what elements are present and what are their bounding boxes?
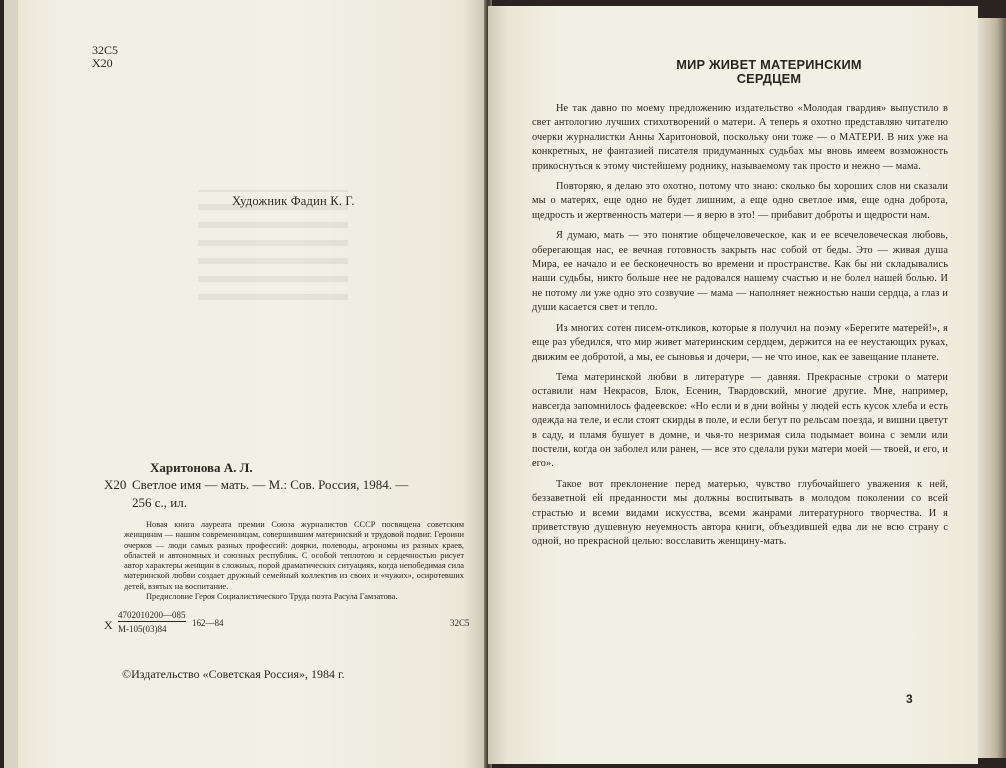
right-page: [488, 6, 978, 764]
book-abstract: [124, 520, 464, 602]
left-page: [4, 0, 486, 768]
bibliographic-line: 256 с., ил.: [132, 495, 187, 510]
index-order: 162—84: [192, 618, 224, 628]
artist-credit: Художник Фадин К. Г.: [232, 194, 355, 208]
abstract-text: Новая книга лауреата премии Союза журналистов СССР посвящена советским женщинам — нашим современницам, совершившим материнский и трудовой подвиг. Героини очерков — люди самых разных профессий: доярки, полеводы, агрономы из разных краев, областей и автономных и союзных республик. С особой теплотою и сердечностью рисует автор характеры женщин в сложных, порой драматических ситуациях, когда непобедимая сила материнской любви создает дружный семейный коллектив из своих и «чужих», осиротевших детей, взятых на воспитание.: [124, 520, 464, 591]
author-name: Харитонова А. Л.: [150, 460, 253, 475]
paragraph: Я думаю, мать — это понятие общечеловеческое, как и ее всечеловеческая любовь, оберегающая нас, ее вечная готовность закрыть нас собой от беды. Это — живая душа Мира, ее начало и ее бесконечность во времени и пространстве. Как бы ни складывались наши судьбы, никто больше нее не радовался нашему счастью и не болел нашей болью. И не потому ли уже одно это созвучие — мама — наполняет нежностью наши сердца, а глаз и души касается свет и тепло.: [532, 230, 948, 314]
page-number: 3: [906, 692, 913, 706]
paragraph: Не так давно по моему предложению издательство «Молодая гвардия» выпустило в свет антологию лучших стихотворений о матери. А теперь я охотно представляю читателю очерки журналистки Анны Харитоновой, поскольку они тоже — о МАТЕРИ. В них уже на конкретных, не фантазией писателя придуманных судьбах мы вновь имеем возможность прикоснуться к этому чистейшему роднику, называемому так просто и нежно — мама.: [532, 103, 948, 172]
classification-code: [92, 44, 118, 70]
body-text: [532, 102, 948, 556]
index-class: 32С5: [450, 618, 470, 628]
paragraph: Тема материнской любви в литературе — давняя. Прекрасные строки о матери оставили нам Некрасов, Блок, Есенин, Твардовский, многие другие. Мне, например, навсегда запомнилось фадеевское: «Но если и в дни войны у людей есть кусок хлеба и есть одежда на теле, и если стоят скирды в поле, и если бегут по рельсам поезда, и вишни цветут в саду, и пламя бушует в домне, и чья-то незримая сила подымает воина с земли или постели, когда он заболел или ранен, — все это сделали руки матери моей — твоей, и его, и его».: [532, 371, 948, 470]
bibliographic-line: Светлое имя — мать. — М.: Сов. Россия, 1984. —: [132, 477, 409, 492]
publisher-copyright: ©Издательство «Советская Россия», 1984 г.: [122, 667, 345, 681]
code-line: 32С5: [92, 43, 119, 57]
catalog-class-code: Х20: [104, 477, 127, 492]
paragraph: Из многих сотен писем-откликов, которые я получил на поэму «Берегите матерей!», я еще раз убедился, что мир живет материнским сердцем, держится на ее неустающих руках, движим ее добротой, а мы, ее сыновья и дочери, — не что иное, как ее завещание планете.: [532, 322, 948, 363]
index-numerator: 4702010200—085: [118, 610, 186, 620]
code-line: Х20: [92, 56, 113, 70]
index-x: Х: [104, 618, 113, 632]
page-heading: МИР ЖИВЕТ МАТЕРИНСКИМ СЕРДЦЕМ: [676, 57, 862, 86]
page-edges: [978, 18, 1006, 758]
index-denominator: М-105(03)84: [118, 624, 167, 634]
preface-note: Предисловие Героя Социалистического Труда поэта Расула Гамзатова.: [146, 592, 398, 602]
paragraph: Повторяю, я делаю это охотно, потому что знаю: сколько бы хороших слов ни сказали мы о матерях, еще одно не будет лишним, а еще одно светлое имя, еще одна доброта, щедрость и жертвенность матери — я верю в это! — прибавит доброты и щедрости нам.: [532, 181, 948, 221]
paragraph: Такое вот преклонение перед матерью, чувство глубочайшего уважения к ней, беззаветной ей преданности мы должны воспитывать в молодом поколении со всей страстью и всеми видами искусства, всеми жанрами литературного творчества. И я приветствую душевную неуемность автора книги, объездившей едва ли не всю страну с одной, но прекрасной целью: восславить женщину-мать.: [532, 478, 948, 548]
